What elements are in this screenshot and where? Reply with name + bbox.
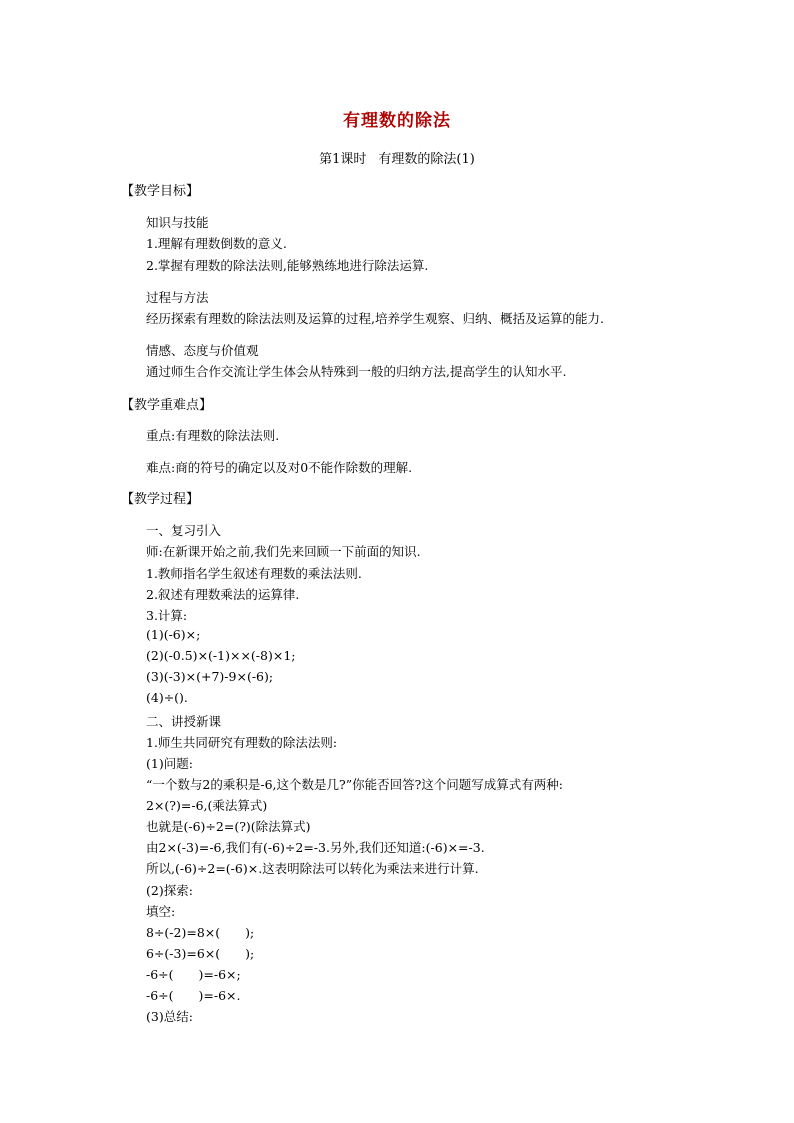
process-line: 由2×(-3)=-6,我们有(-6)÷2=-3.另外,我们还知道:(-6)×=-3. xyxy=(146,840,485,855)
process-line: (2)探索: xyxy=(146,883,193,898)
key-points-heading: 【教学重难点】 xyxy=(121,398,213,413)
process-title: 过程与方法 xyxy=(146,290,209,305)
knowledge-item-2: 2.掌握有理数的除法法则,能够熟练地进行除法运算. xyxy=(146,258,429,273)
process-line: 填空: xyxy=(146,904,176,919)
emotion-title: 情感、态度与价值观 xyxy=(146,343,259,358)
goals-heading: 【教学目标】 xyxy=(121,184,200,199)
process-heading: 【教学过程】 xyxy=(121,492,200,507)
process-line: 3.计算: xyxy=(146,608,188,623)
process-line: 6÷(-3)=6×( ); xyxy=(146,946,255,961)
key-point: 重点:有理数的除法法则. xyxy=(146,428,280,443)
process-line: 1.师生共同研究有理数的除法法则: xyxy=(146,735,338,750)
knowledge-item-1: 1.理解有理数倒数的意义. xyxy=(146,236,287,251)
process-text: 经历探索有理数的除法法则及运算的过程,培养学生观察、归纳、概括及运算的能力. xyxy=(146,311,604,326)
emotion-text: 通过师生合作交流让学生体会从特殊到一般的归纳方法,提高学生的认知水平. xyxy=(146,364,567,379)
process-line: (3)(-3)×(+7)-9×(-6); xyxy=(146,669,274,684)
process-line: 二、讲授新课 xyxy=(146,714,222,729)
process-line: (1)(-6)×; xyxy=(146,627,201,642)
difficult-point: 难点:商的符号的确定以及对0不能作除数的理解. xyxy=(146,460,413,475)
process-line: (1)问题: xyxy=(146,756,193,771)
process-line: (4)÷(). xyxy=(146,690,188,705)
knowledge-title: 知识与技能 xyxy=(146,215,209,230)
lesson-subtitle xyxy=(0,148,794,167)
process-line: -6÷( )=-6×; xyxy=(146,967,241,982)
process-line: 一、复习引入 xyxy=(146,523,222,538)
lesson-name: 有理数的除法(1) xyxy=(378,152,475,167)
process-line: -6÷( )=-6×. xyxy=(146,988,241,1003)
process-line: (2)(-0.5)×(-1)××(-8)×1; xyxy=(146,648,296,663)
lesson-number: 第1课时 xyxy=(319,152,367,167)
process-line: 也就是(-6)÷2=(?)(除法算式) xyxy=(146,819,311,834)
document-title: 有理数的除法 xyxy=(343,111,451,131)
process-line: 师:在新课开始之前,我们先来回顾一下前面的知识. xyxy=(146,544,421,559)
process-line: 2.叙述有理数乘法的运算律. xyxy=(146,587,300,602)
process-line: 1.教师指名学生叙述有理数的乘法法则. xyxy=(146,566,362,581)
process-line: “一个数与2的乘积是-6,这个数是几?”你能否回答?这个问题写成算式有两种: xyxy=(146,777,563,792)
process-line: 8÷(-2)=8×( ); xyxy=(146,925,255,940)
process-line: 所以,(-6)÷2=(-6)×.这表明除法可以转化为乘法来进行计算. xyxy=(146,861,479,876)
process-line: (3)总结: xyxy=(146,1009,193,1024)
process-line: 2×(?)=-6,(乘法算式) xyxy=(146,798,268,813)
